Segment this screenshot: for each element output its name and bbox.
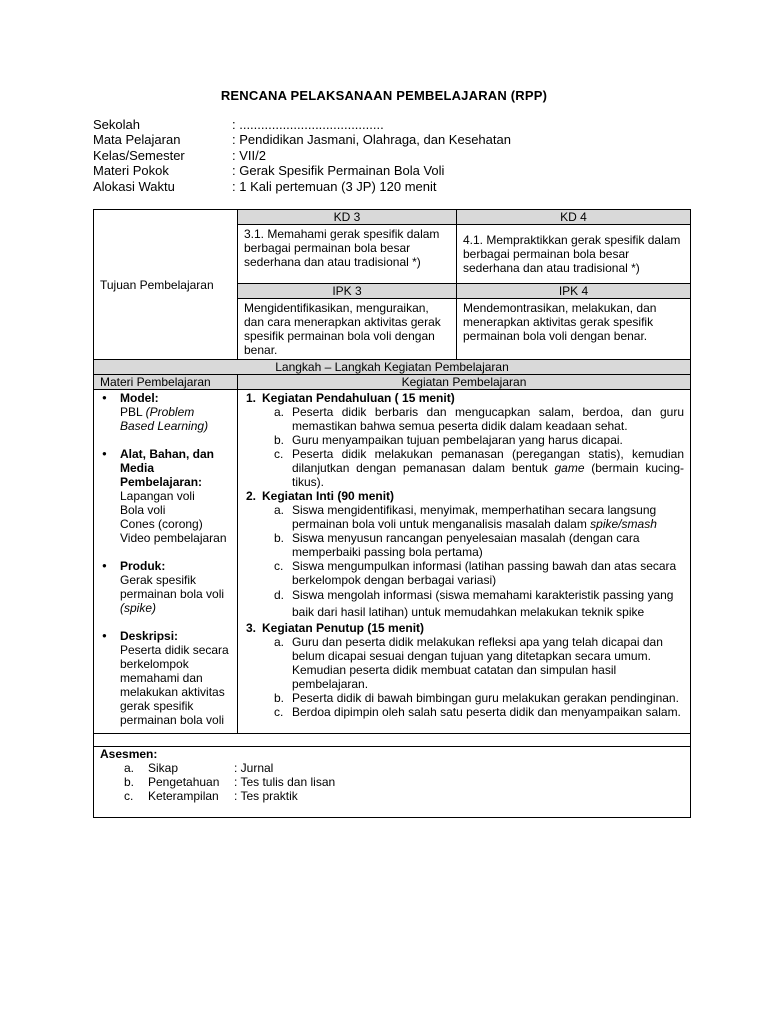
kegiatan-item bbox=[262, 705, 684, 719]
model-label: ● Model: bbox=[120, 391, 159, 405]
identity-row bbox=[93, 148, 511, 163]
asesmen-key: Pengetahuan bbox=[148, 775, 220, 789]
kegiatan-section bbox=[242, 489, 684, 621]
asesmen-item bbox=[100, 789, 684, 803]
identity-row bbox=[93, 163, 511, 178]
alat-item: Lapangan voli bbox=[120, 489, 195, 503]
item-text: Guru dan peserta didik melakukan refleksi apa yang telah dicapai dan belum dicapai sesuai dengan tujuan yang ditetapkan secara umum. Kemudian peserta didik membuat catatan dan simpulan hasil pembelajaran. bbox=[292, 635, 663, 691]
section-number: 2. bbox=[246, 489, 257, 503]
materi-header: Materi Pembelajaran bbox=[94, 375, 238, 390]
identity-block bbox=[93, 117, 511, 194]
asesmen-label: Asesmen: bbox=[100, 747, 158, 761]
kegiatan-item bbox=[262, 503, 684, 531]
kegiatan-cell bbox=[238, 390, 691, 734]
asesmen-value: : Tes praktik bbox=[234, 789, 298, 803]
kegiatan-header: Kegiatan Pembelajaran bbox=[238, 375, 691, 390]
identity-value: : Gerak Spesifik Permainan Bola Voli bbox=[232, 163, 445, 179]
item-text: Siswa mengidentifikasi, menyimak, memperhatihan secara langsung permainan bola voli untuk menganalisis masalah dalam bbox=[292, 503, 657, 531]
asesmen-letter: a. bbox=[124, 761, 135, 775]
kegiatan-item bbox=[262, 587, 684, 621]
item-text: Siswa mengumpulkan informasi (latihan passing bawah dan atas secara berkelompok dengan berbagai variasi) bbox=[292, 559, 677, 587]
item-italic: spike/smash bbox=[590, 517, 657, 531]
produk-italic: (spike) bbox=[120, 601, 157, 615]
objectives-label: Tujuan Pembelajaran bbox=[94, 210, 238, 360]
identity-value: : Pendidikan Jasmani, Olahraga, dan Kesehatan bbox=[232, 132, 511, 148]
item-letter: a. bbox=[274, 635, 285, 649]
asesmen-key: Keterampilan bbox=[148, 789, 219, 803]
item-text: Guru menyampaikan tujuan pembelajaran yang harus dicapai. bbox=[292, 433, 623, 447]
identity-row bbox=[93, 179, 511, 194]
ipk3-header: IPK 3 bbox=[238, 284, 457, 299]
alat-item: Video pembelajaran bbox=[120, 531, 227, 545]
asesmen-letter: c. bbox=[124, 789, 134, 803]
section-title: Kegiatan Inti (90 menit) bbox=[262, 489, 395, 503]
kegiatan-section bbox=[242, 621, 684, 719]
materi-produk bbox=[102, 559, 231, 615]
materi-model bbox=[102, 391, 231, 433]
materi-cell bbox=[94, 390, 238, 734]
produk-text: Gerak spesifik permainan bola voli bbox=[120, 573, 225, 601]
item-letter: b. bbox=[274, 531, 285, 545]
section-title: Kegiatan Pendahuluan ( 15 menit) bbox=[262, 391, 455, 405]
alat-item: Bola voli bbox=[120, 503, 166, 517]
kegiatan-section bbox=[242, 391, 684, 489]
asesmen-cell bbox=[94, 747, 691, 818]
ipk4-header: IPK 4 bbox=[457, 284, 691, 299]
materi-alat bbox=[102, 447, 231, 545]
identity-value: : VII/2 bbox=[232, 147, 266, 163]
kegiatan-item bbox=[262, 433, 684, 447]
kegiatan-item bbox=[262, 635, 684, 691]
item-text: Peserta didik di bawah bimbingan guru melakukan gerakan pendinginan. bbox=[292, 691, 679, 705]
alat-label: ● Alat, Bahan, dan Media Pembelajaran: bbox=[120, 447, 215, 489]
item-text: Siswa mengolah informasi (siswa memahami karakteristik passing yang baik dari hasil latihan) untuk memudahkan melakukan teknik spike bbox=[292, 588, 674, 619]
item-text: Berdoa dipimpin oleh salah satu peserta didik dan menyampaikan salam. bbox=[292, 705, 681, 719]
section-number: 1. bbox=[246, 391, 257, 405]
model-text: PBL bbox=[120, 405, 146, 419]
asesmen-letter: b. bbox=[124, 775, 135, 789]
kd4-text: 4.1. Mempraktikkan gerak spesifik dalam berbagai permainan bola besar sederhana dan atau tradisional *) bbox=[457, 225, 691, 284]
item-text: Peserta didik melakukan pemanasan (peregangan statis), kemudian dilanjutkan dengan pemanasan dalam bentuk bbox=[292, 447, 684, 475]
spacer-row bbox=[94, 734, 691, 747]
item-letter: a. bbox=[274, 503, 285, 517]
item-letter: b. bbox=[274, 691, 285, 705]
deskripsi-text: Peserta didik secara berkelompok memahami dan melakukan aktivitas gerak spesifik permainan bola voli bbox=[120, 643, 229, 727]
identity-row bbox=[93, 117, 511, 132]
kegiatan-item bbox=[262, 405, 684, 433]
item-italic: game bbox=[554, 461, 585, 475]
item-letter: c. bbox=[274, 447, 284, 461]
kd4-header: KD 4 bbox=[457, 210, 691, 225]
asesmen-value: : Tes tulis dan lisan bbox=[234, 775, 336, 789]
item-text-end: (bermain kucing-tikus). bbox=[292, 461, 685, 489]
section-title: Kegiatan Penutup (15 menit) bbox=[262, 621, 425, 635]
kegiatan-item bbox=[262, 691, 684, 705]
document-title: RENCANA PELAKSANAAN PEMBELAJARAN (RPP) bbox=[220, 88, 548, 103]
alat-item: Cones (corong) bbox=[120, 517, 203, 531]
materi-deskripsi bbox=[102, 629, 231, 727]
identity-label: Alokasi Waktu bbox=[93, 178, 175, 194]
identity-label: Mata Pelajaran bbox=[93, 132, 181, 148]
section-number: 3. bbox=[246, 621, 257, 635]
item-letter: c. bbox=[274, 705, 284, 719]
kd3-text: 3.1. Memahami gerak spesifik dalam berbagai permainan bola besar sederhana dan atau tradisional *) bbox=[238, 225, 457, 284]
identity-label: Sekolah bbox=[93, 117, 140, 132]
kd3-header: KD 3 bbox=[238, 210, 457, 225]
asesmen-key: Sikap bbox=[148, 761, 179, 775]
produk-label: ● Produk: bbox=[120, 559, 166, 573]
kegiatan-item bbox=[262, 447, 684, 489]
item-letter: b. bbox=[274, 433, 285, 447]
kegiatan-item bbox=[262, 531, 684, 559]
rpp-table bbox=[93, 209, 691, 818]
ipk4-text: Mendemontrasikan, melakukan, dan menerapkan aktivitas gerak spesifik permainan bola voli dengan benar. bbox=[457, 299, 691, 360]
identity-value: : ........................................ bbox=[232, 117, 384, 132]
asesmen-value: : Jurnal bbox=[234, 761, 274, 775]
identity-label: Materi Pokok bbox=[93, 163, 169, 179]
identity-label: Kelas/Semester bbox=[93, 147, 185, 163]
asesmen-item bbox=[100, 775, 684, 789]
kegiatan-item bbox=[262, 559, 684, 587]
ipk3-text: Mengidentifikasikan, menguraikan, dan cara menerapkan aktivitas gerak spesifik permainan bola voli dengan benar. bbox=[238, 299, 457, 360]
item-letter: d. bbox=[274, 588, 285, 602]
identity-value: : 1 Kali pertemuan (3 JP) 120 menit bbox=[232, 178, 437, 194]
item-text: Peserta didik berbaris dan mengucapkan salam, berdoa, dan guru memastikan bahwa semua peserta didik dalam keadaan sehat. bbox=[292, 405, 684, 433]
item-text: Siswa menyusun rancangan penyelesaian masalah (dengan cara memperbaiki passing bola pertama) bbox=[292, 531, 640, 559]
steps-header: Langkah – Langkah Kegiatan Pembelajaran bbox=[94, 360, 691, 375]
deskripsi-label: ● Deskripsi: bbox=[120, 629, 179, 643]
identity-row bbox=[93, 132, 511, 147]
item-letter: a. bbox=[274, 405, 285, 419]
asesmen-item bbox=[100, 761, 684, 775]
item-letter: c. bbox=[274, 559, 284, 573]
model-italic: (Problem Based Learning) bbox=[120, 405, 209, 433]
